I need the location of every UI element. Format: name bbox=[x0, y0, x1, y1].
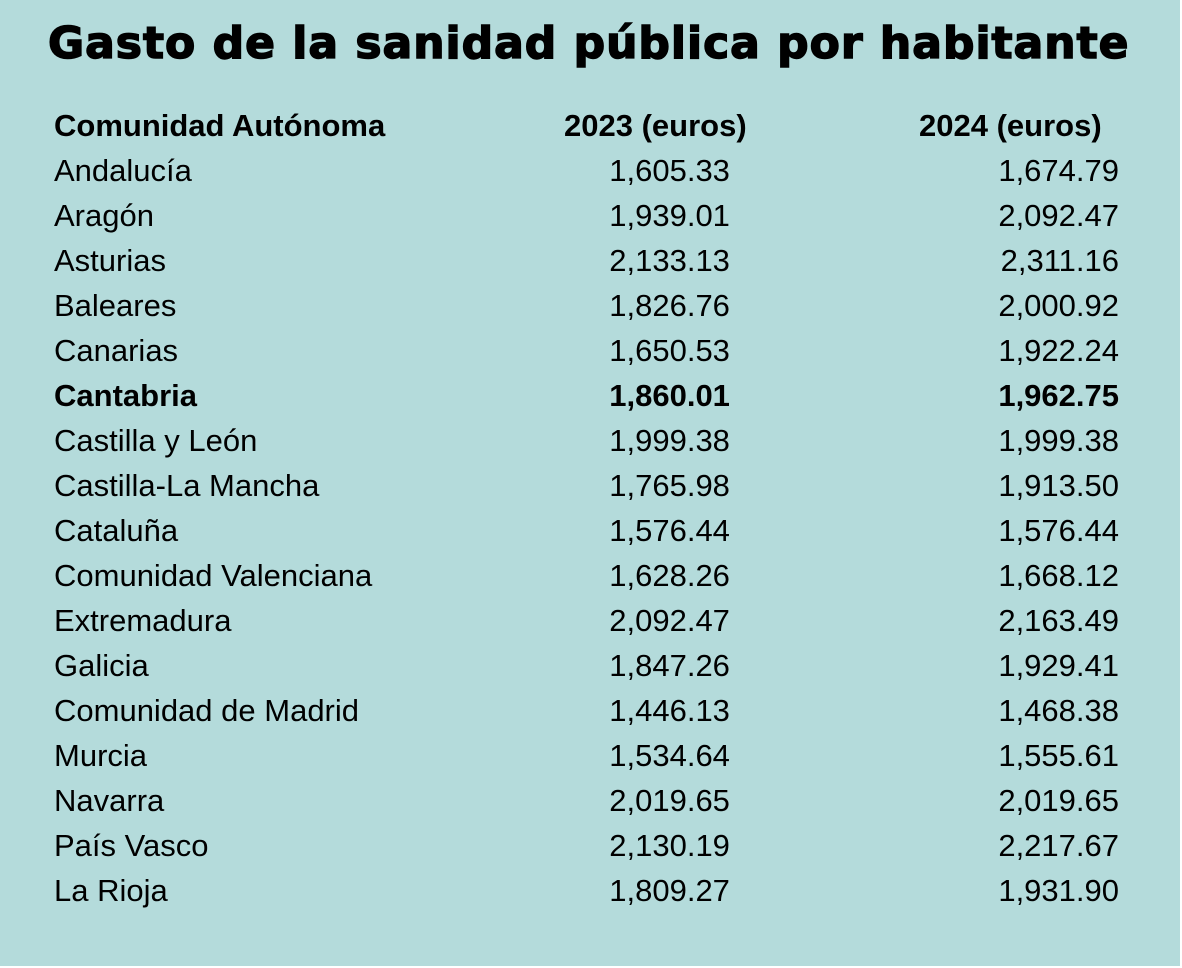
cell-2023: 1,446.13 bbox=[609, 693, 730, 728]
cell-2024: 1,668.12 bbox=[998, 558, 1119, 593]
header-2023: 2023 (euros) bbox=[564, 108, 747, 143]
cell-2023: 1,650.53 bbox=[609, 333, 730, 368]
cell-region: Comunidad Valenciana bbox=[54, 558, 373, 593]
cell-spacer bbox=[730, 643, 919, 688]
cell-2024: 2,217.67 bbox=[998, 828, 1119, 863]
cell-2024: 2,163.49 bbox=[998, 603, 1119, 638]
cell-2023: 1,809.27 bbox=[609, 873, 730, 908]
cell-region: Canarias bbox=[54, 333, 179, 368]
cell-2024: 1,962.75 bbox=[998, 378, 1119, 413]
table-row bbox=[54, 598, 1119, 643]
cell-region: Aragón bbox=[54, 198, 154, 233]
table-row bbox=[54, 238, 1119, 283]
cell-region: Navarra bbox=[54, 783, 165, 818]
cell-2023: 1,939.01 bbox=[609, 198, 730, 233]
header-region: Comunidad Autónoma bbox=[54, 108, 386, 143]
cell-2023: 1,576.44 bbox=[609, 513, 730, 548]
cell-spacer bbox=[730, 688, 919, 733]
cell-spacer bbox=[730, 193, 919, 238]
cell-spacer bbox=[730, 373, 919, 418]
cell-region: País Vasco bbox=[54, 828, 209, 863]
table-row bbox=[54, 778, 1119, 823]
cell-2024: 1,931.90 bbox=[998, 873, 1119, 908]
cell-2023: 1,999.38 bbox=[609, 423, 730, 458]
table-row bbox=[54, 508, 1119, 553]
cell-2023: 1,765.98 bbox=[609, 468, 730, 503]
cell-2023: 2,130.19 bbox=[609, 828, 730, 863]
cell-spacer bbox=[730, 328, 919, 373]
cell-spacer bbox=[730, 508, 919, 553]
cell-region: Comunidad de Madrid bbox=[54, 693, 360, 728]
cell-spacer bbox=[730, 778, 919, 823]
cell-2024: 1,999.38 bbox=[998, 423, 1119, 458]
table-row bbox=[54, 868, 1119, 913]
cell-2024: 1,922.24 bbox=[998, 333, 1119, 368]
header-2024: 2024 (euros) bbox=[919, 108, 1102, 143]
cell-2024: 1,913.50 bbox=[998, 468, 1119, 503]
table-row bbox=[54, 463, 1119, 508]
cell-spacer bbox=[730, 823, 919, 868]
cell-region: Baleares bbox=[54, 288, 177, 323]
table-body bbox=[54, 148, 1119, 913]
cell-2023: 1,605.33 bbox=[609, 153, 730, 188]
table-row bbox=[54, 688, 1119, 733]
cell-spacer bbox=[730, 463, 919, 508]
cell-2024: 2,000.92 bbox=[998, 288, 1119, 323]
spending-table bbox=[54, 103, 1119, 913]
cell-2024: 1,576.44 bbox=[998, 513, 1119, 548]
cell-2023: 1,847.26 bbox=[609, 648, 730, 683]
table-header-row bbox=[54, 103, 1119, 148]
cell-spacer bbox=[730, 553, 919, 598]
cell-2023: 1,826.76 bbox=[609, 288, 730, 323]
cell-2024: 2,092.47 bbox=[998, 198, 1119, 233]
cell-2023: 1,860.01 bbox=[609, 378, 730, 413]
table-row bbox=[54, 328, 1119, 373]
cell-region: Murcia bbox=[54, 738, 148, 773]
cell-spacer bbox=[730, 598, 919, 643]
cell-spacer bbox=[730, 148, 919, 193]
cell-region: Cataluña bbox=[54, 513, 179, 548]
cell-spacer bbox=[730, 733, 919, 778]
cell-2024: 2,019.65 bbox=[998, 783, 1119, 818]
cell-region: Castilla-La Mancha bbox=[54, 468, 320, 503]
cell-2023: 2,019.65 bbox=[609, 783, 730, 818]
table-row bbox=[54, 553, 1119, 598]
table-row bbox=[54, 148, 1119, 193]
cell-spacer bbox=[730, 418, 919, 463]
cell-region: Castilla y León bbox=[54, 423, 258, 458]
cell-2024: 2,311.16 bbox=[1000, 243, 1119, 278]
cell-2024: 1,674.79 bbox=[998, 153, 1119, 188]
cell-region: Extremadura bbox=[54, 603, 232, 638]
cell-region: Cantabria bbox=[54, 378, 197, 413]
cell-2023: 1,628.26 bbox=[609, 558, 730, 593]
cell-spacer bbox=[730, 868, 919, 913]
cell-region: Andalucía bbox=[54, 153, 192, 188]
table-row bbox=[54, 283, 1119, 328]
table-row bbox=[54, 733, 1119, 778]
cell-region: Galicia bbox=[54, 648, 149, 683]
table-row bbox=[54, 193, 1119, 238]
cell-2024: 1,468.38 bbox=[998, 693, 1119, 728]
table-row bbox=[54, 643, 1119, 688]
cell-2024: 1,555.61 bbox=[998, 738, 1119, 773]
cell-2023: 2,133.13 bbox=[609, 243, 730, 278]
cell-spacer bbox=[730, 283, 919, 328]
cell-2024: 1,929.41 bbox=[998, 648, 1119, 683]
cell-2023: 2,092.47 bbox=[609, 603, 730, 638]
table-row bbox=[54, 418, 1119, 463]
table-row bbox=[54, 373, 1119, 418]
cell-2023: 1,534.64 bbox=[609, 738, 730, 773]
cell-spacer bbox=[730, 238, 919, 283]
cell-region: Asturias bbox=[54, 243, 166, 278]
table-row bbox=[54, 823, 1119, 868]
page-title: Gasto de la sanidad pública por habitante bbox=[48, 18, 1130, 69]
cell-region: La Rioja bbox=[54, 873, 168, 908]
